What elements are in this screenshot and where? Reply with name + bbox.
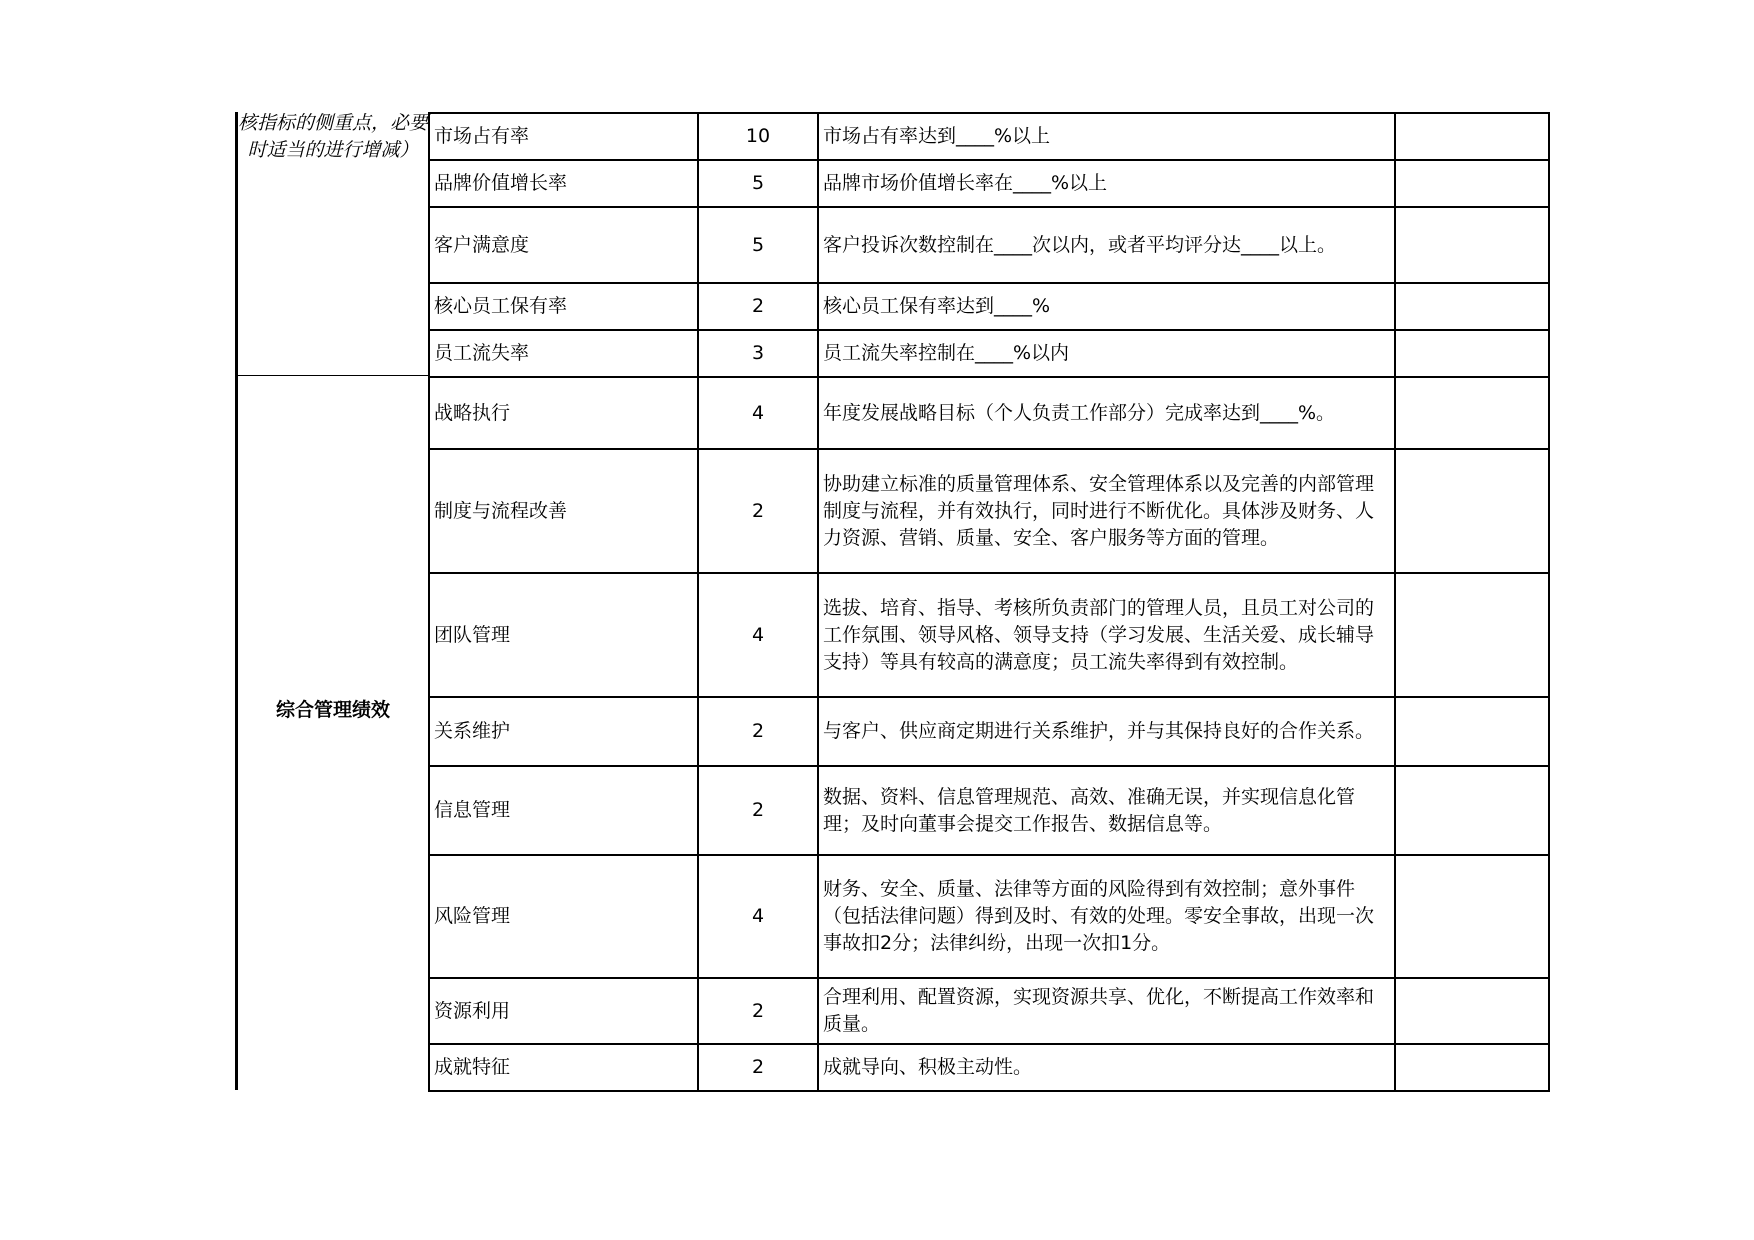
- indicator-score: 5: [698, 207, 818, 283]
- indicator-name: 员工流失率: [429, 330, 698, 377]
- indicator-standard: 市场占有率达到____%以上: [818, 113, 1395, 160]
- indicator-name: 核心员工保有率: [429, 283, 698, 330]
- indicator-standard: 员工流失率控制在____%以内: [818, 330, 1395, 377]
- indicator-name: 成就特征: [429, 1044, 698, 1091]
- indicator-remark: [1395, 113, 1549, 160]
- indicator-score: 2: [698, 283, 818, 330]
- table-row: [429, 113, 1549, 160]
- category-label-management: 综合管理绩效: [275, 699, 390, 721]
- indicator-remark: [1395, 1044, 1549, 1091]
- indicator-score: 2: [698, 697, 818, 766]
- indicator-standard: 财务、安全、质量、法律等方面的风险得到有效控制；意外事件（包括法律问题）得到及时、有效的处理。零安全事故，出现一次事故扣2分；法律纠纷，出现一次扣1分。: [818, 855, 1395, 978]
- indicator-score: 2: [698, 978, 818, 1044]
- indicator-score: 2: [698, 766, 818, 855]
- indicator-remark: [1395, 330, 1549, 377]
- table-row: [429, 766, 1549, 855]
- table-row: [429, 449, 1549, 573]
- indicator-remark: [1395, 207, 1549, 283]
- indicator-name: 风险管理: [429, 855, 698, 978]
- indicator-remark: [1395, 978, 1549, 1044]
- indicator-remark: [1395, 449, 1549, 573]
- indicator-name: 关系维护: [429, 697, 698, 766]
- indicator-name: 市场占有率: [429, 113, 698, 160]
- indicator-remark: [1395, 855, 1549, 978]
- indicator-standard: 合理利用、配置资源，实现资源共享、优化，不断提高工作效率和质量。: [818, 978, 1395, 1044]
- indicator-standard: 核心员工保有率达到____%: [818, 283, 1395, 330]
- table-row: [429, 330, 1549, 377]
- table-row: [429, 697, 1549, 766]
- table-row: [429, 283, 1549, 330]
- indicator-name: 客户满意度: [429, 207, 698, 283]
- table-row: [429, 978, 1549, 1044]
- kpi-table: [428, 112, 1550, 1092]
- indicator-remark: [1395, 573, 1549, 697]
- indicator-name: 信息管理: [429, 766, 698, 855]
- indicator-score: 4: [698, 377, 818, 449]
- indicator-standard: 年度发展战略目标（个人负责工作部分）完成率达到____%。: [818, 377, 1395, 449]
- indicator-score: 4: [698, 855, 818, 978]
- indicator-remark: [1395, 283, 1549, 330]
- category-label-indicators: 核指标的侧重点，必要时适当的进行增减）: [238, 112, 429, 161]
- indicator-name: 资源利用: [429, 978, 698, 1044]
- indicator-standard: 数据、资料、信息管理规范、高效、准确无误，并实现信息化管理；及时向董事会提交工作报告、数据信息等。: [818, 766, 1395, 855]
- indicator-standard: 选拔、培育、指导、考核所负责部门的管理人员，且员工对公司的工作氛围、领导风格、领导支持（学习发展、生活关爱、成长辅导支持）等具有较高的满意度；员工流失率得到有效控制。: [818, 573, 1395, 697]
- table-row: [429, 855, 1549, 978]
- indicator-name: 战略执行: [429, 377, 698, 449]
- indicator-remark: [1395, 377, 1549, 449]
- category-cell-management: [238, 376, 428, 1090]
- indicator-name: 品牌价值增长率: [429, 160, 698, 207]
- indicator-score: 4: [698, 573, 818, 697]
- table-row: [429, 573, 1549, 697]
- indicator-remark: [1395, 160, 1549, 207]
- indicator-score: 3: [698, 330, 818, 377]
- table-row: [429, 207, 1549, 283]
- table-row: [429, 160, 1549, 207]
- table-row: [429, 1044, 1549, 1091]
- indicator-remark: [1395, 766, 1549, 855]
- indicator-standard: 成就导向、积极主动性。: [818, 1044, 1395, 1091]
- table-row: [429, 377, 1549, 449]
- indicator-score: 5: [698, 160, 818, 207]
- indicator-standard: 与客户、供应商定期进行关系维护，并与其保持良好的合作关系。: [818, 697, 1395, 766]
- indicator-name: 制度与流程改善: [429, 449, 698, 573]
- indicator-score: 2: [698, 449, 818, 573]
- indicator-standard: 客户投诉次数控制在____次以内，或者平均评分达____以上。: [818, 207, 1395, 283]
- indicator-score: 10: [698, 113, 818, 160]
- indicator-standard: 品牌市场价值增长率在____%以上: [818, 160, 1395, 207]
- indicator-standard: 协助建立标准的质量管理体系、安全管理体系以及完善的内部管理制度与流程，并有效执行，同时进行不断优化。具体涉及财务、人力资源、营销、质量、安全、客户服务等方面的管理。: [818, 449, 1395, 573]
- indicator-name: 团队管理: [429, 573, 698, 697]
- indicator-remark: [1395, 697, 1549, 766]
- indicator-score: 2: [698, 1044, 818, 1091]
